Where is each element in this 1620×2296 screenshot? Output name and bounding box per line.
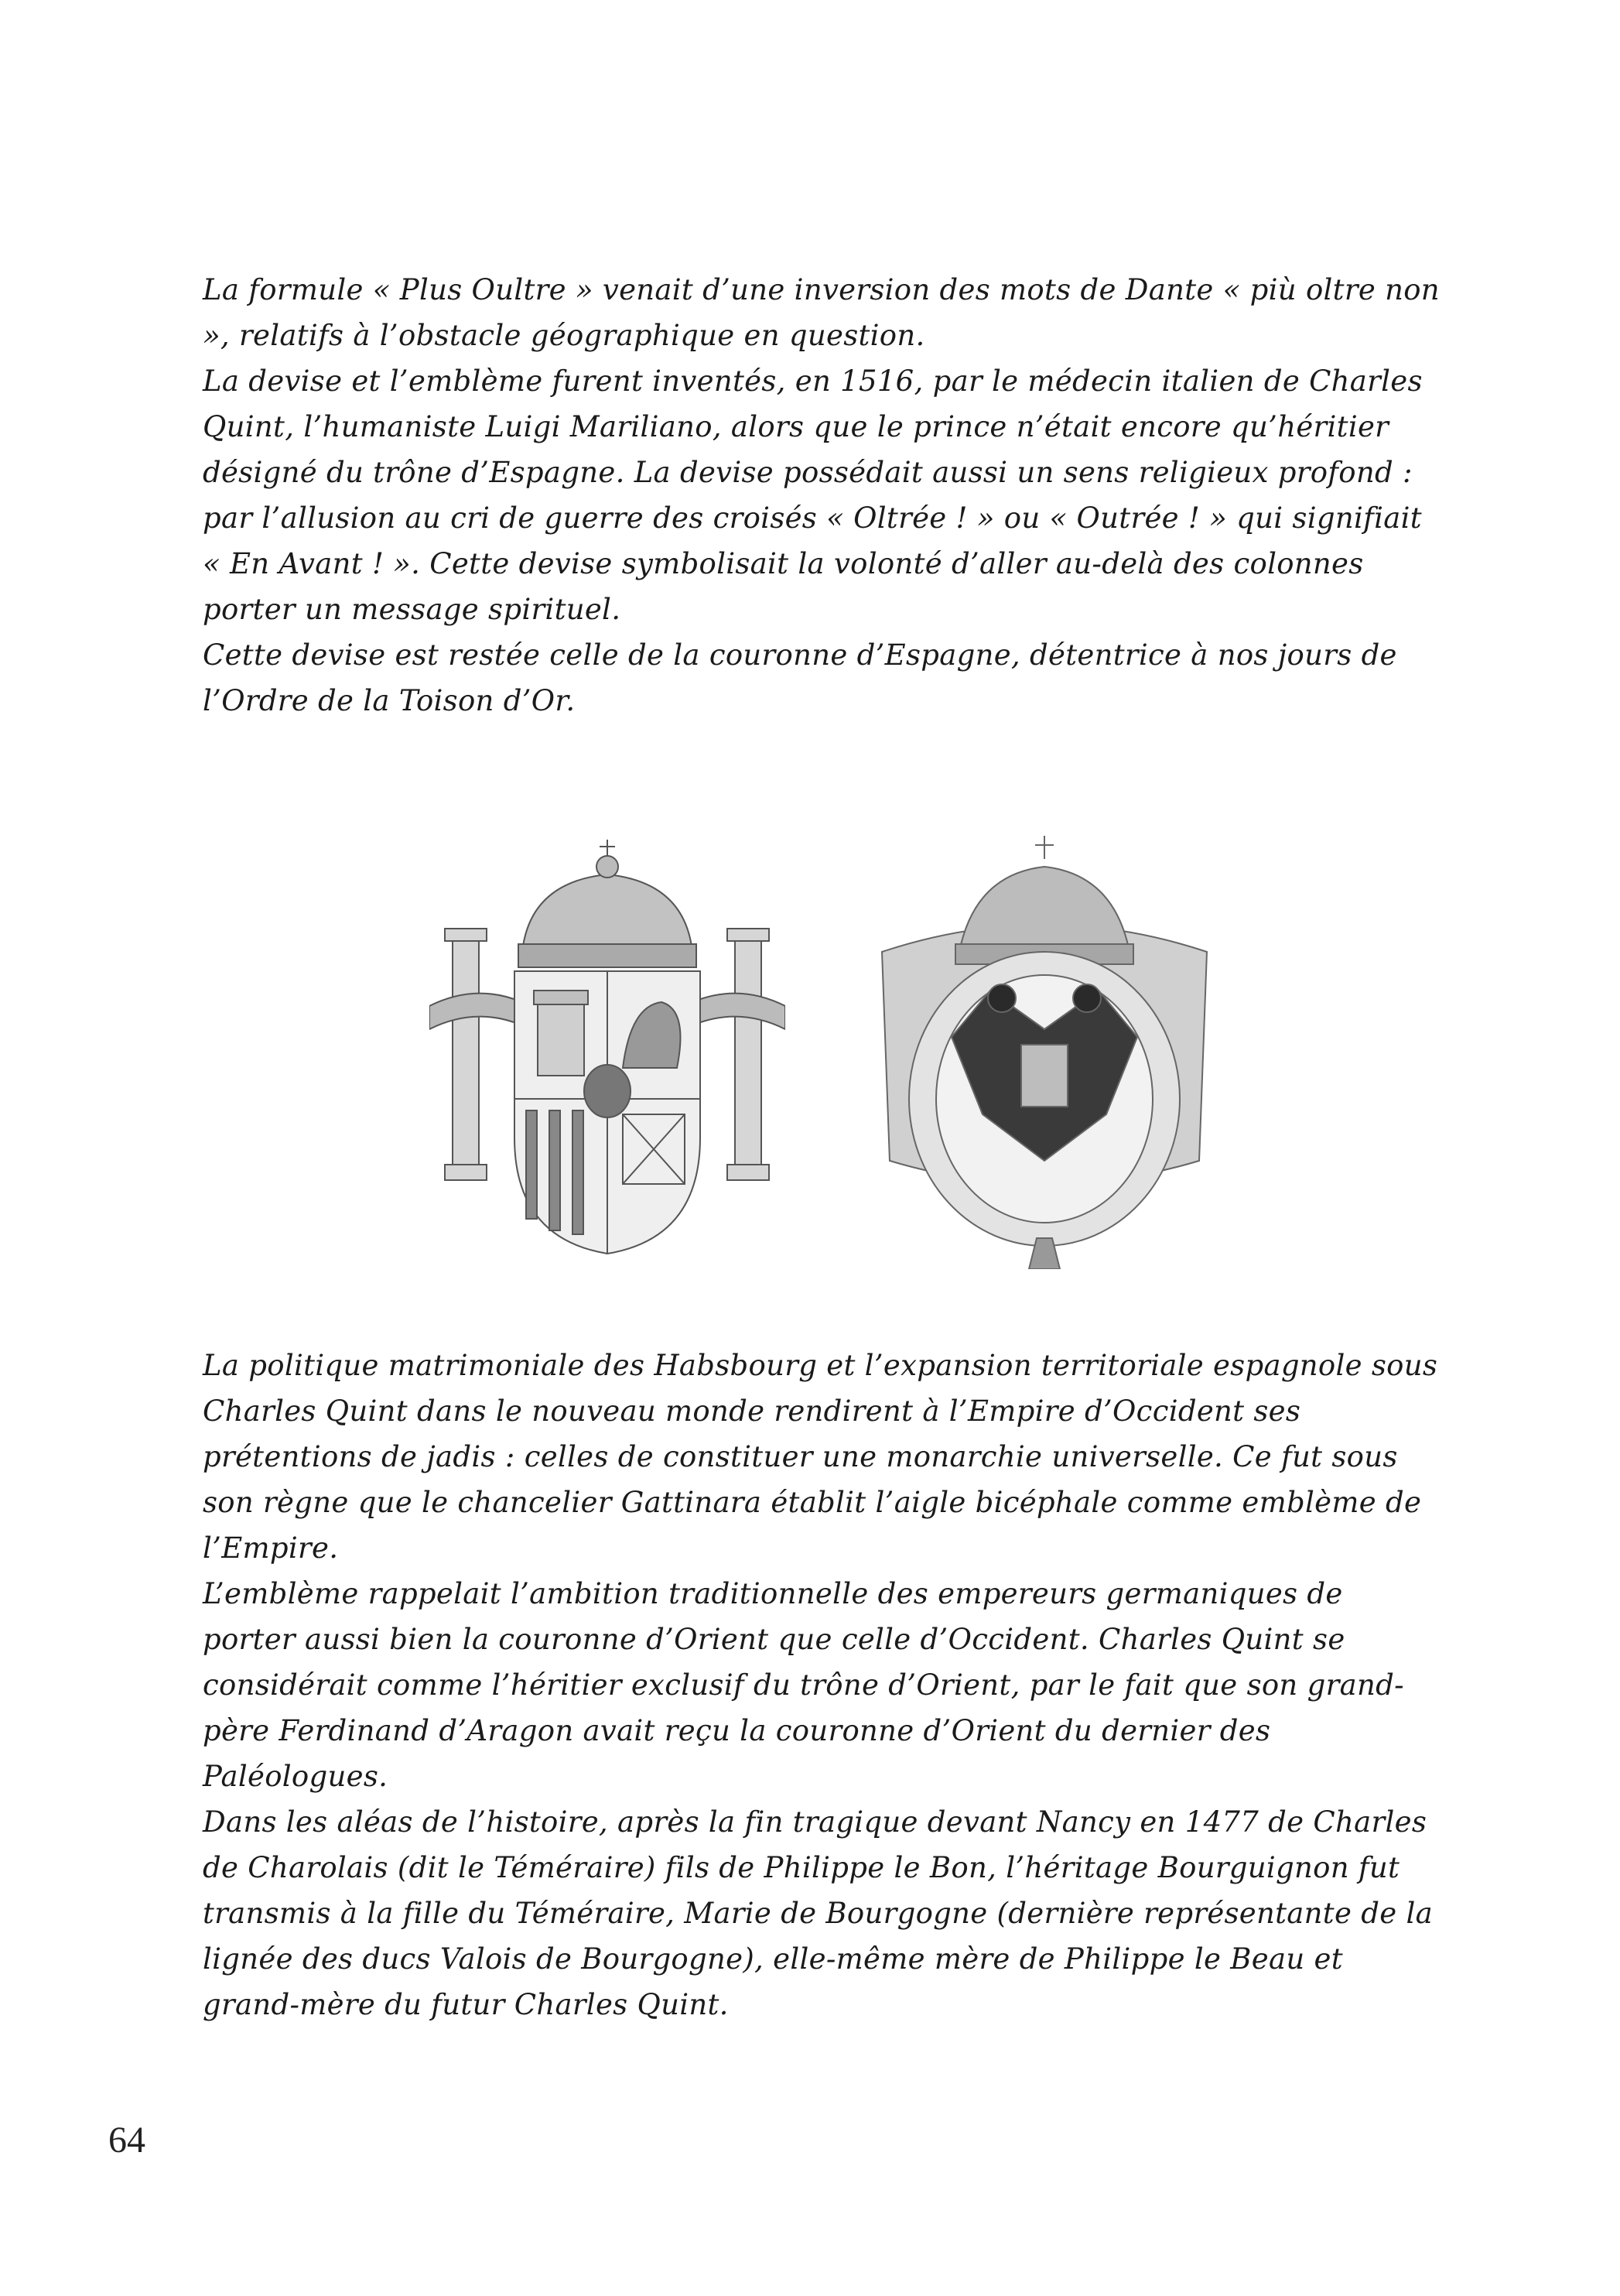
text-block-top [203,267,1441,724]
paragraph: La politique matrimoniale des Habsbourg et l’expansion territoriale espagnole sous Charles Quint dans le nouveau monde rendirent à l’Empire d’Occident ses prétentions de jadis : celles de constituer une monarchie universelle. Ce fut sous son règne que le chancelier Gattinara établit l’aigle bicéphale comme emblème de l’Empire. [203,1349,1438,1565]
paragraph: La devise et l’emblème furent inventés, en 1516, par le médecin italien de Charles Quint, l’humaniste Luigi Mariliano, alors que le prince n’était encore qu’héritier désigné du trône d’Espagne. La devise possédait aussi un sens religieux profond : par l’allusion au cri de guerre des croisés « Oltrée ! » ou « Outrée ! » qui signifiait « En Avant ! ». Cette devise symbolisait la volonté d’aller au-delà des colonnes porter un message spirituel. [203,364,1423,626]
paragraph: La formule « Plus Oultre » venait d’une inversion des mots de Dante « più oltre non », relatifs à l’obstacle géographique en question. [203,273,1440,352]
paragraph: Dans les aléas de l’histoire, après la fin tragique devant Nancy en 1477 de Charles de Charolais (dit le Téméraire) fils de Philippe le Bon, l’héritage Bourguignon fut transmis à la fille du Téméraire, Marie de Bourgogne (dernière représentante de la lignée des ducs Valois de Bourgogne), elle-même mère de Philippe le Beau et grand-mère du futur Charles Quint. [203,1805,1433,2021]
habsburg-double-eagle-arms-icon [866,836,1222,1269]
paragraph: Cette devise est restée celle de la couronne d’Espagne, détentrice à nos jours de l’Ordre de la Toison d’Or. [203,638,1397,717]
page-number: 64 [108,2120,145,2161]
spanish-coat-of-arms-icon [429,836,785,1269]
text-block-bottom [203,1343,1441,2027]
paragraph: L’emblème rappelait l’ambition traditionnelle des empereurs germaniques de porter aussi bien la couronne d’Orient que celle d’Occident. Charles Quint se considérait comme l’héritier exclusif du trône d’Orient, par le fait que son grand-père Ferdinand d’Aragon avait reçu la couronne d’Orient du dernier des Paléologues. [203,1577,1404,1793]
